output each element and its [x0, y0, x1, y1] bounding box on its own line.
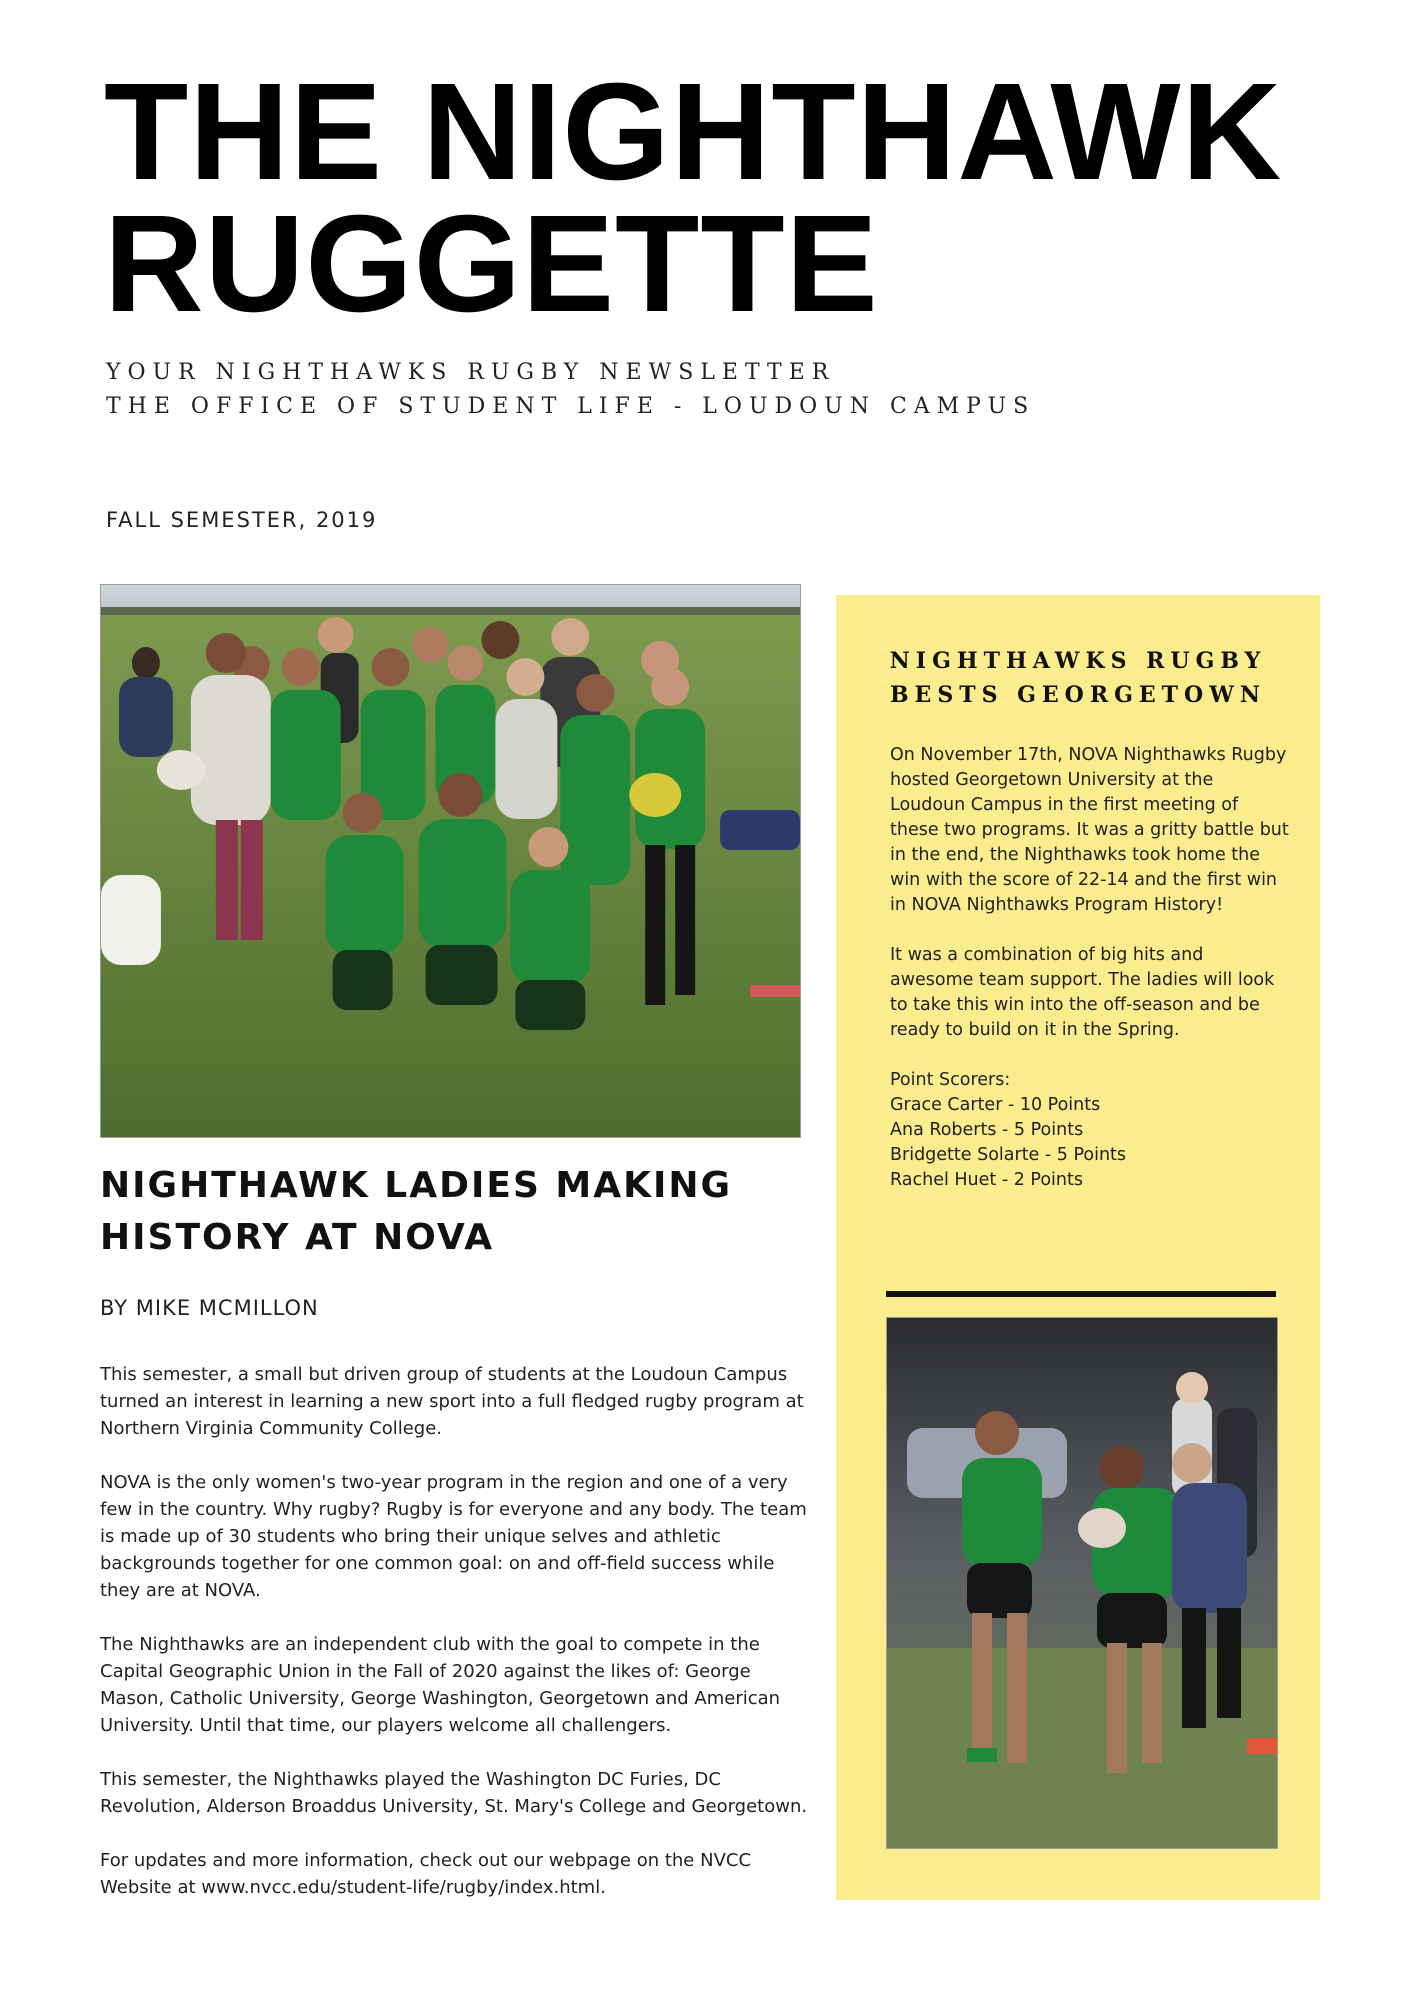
- title-line-2: RUGGETTE: [104, 187, 879, 341]
- scorer-item: Grace Carter - 10 Points: [890, 1095, 1101, 1115]
- sidebar-headline: [866, 644, 1290, 712]
- headline-line-2: HISTORY AT NOVA: [100, 1217, 495, 1258]
- article-paragraph: NOVA is the only women's two-year program in the region and one of a very few in the country. Why rugby? Rugby is for everyone and any body. The team is made up of 30 students who bring their unique selves and athletic backgrounds together for one common goal: on and off-field success while they are at NOVA.: [100, 1472, 807, 1601]
- title-line-1: THE NIGHTHAWK: [104, 55, 1283, 209]
- scorer-item: Bridgette Solarte - 5 Points: [890, 1145, 1127, 1165]
- headline-line-1: NIGHTHAWK LADIES MAKING: [100, 1165, 733, 1206]
- newsletter-subtitle: [106, 356, 1206, 424]
- sidebar-headline-line-1: NIGHTHAWKS RUGBY: [889, 648, 1267, 674]
- article-paragraph: This semester, the Nighthawks played the Washington DC Furies, DC Revolution, Alderson Broaddus University, St. Mary's College and Georgetown.: [100, 1769, 808, 1817]
- sidebar-divider: [886, 1291, 1276, 1297]
- subtitle-line-1: YOUR NIGHTHAWKS RUGBY NEWSLETTER: [106, 360, 836, 385]
- sidebar-body: [890, 743, 1290, 1193]
- issue-date: FALL SEMESTER, 2019: [106, 508, 378, 532]
- sidebar-paragraph: On November 17th, NOVA Nighthawks Rugby hosted Georgetown University at the Loudoun Campus in the first meeting of these two programs. It was a gritty battle but in the end, the Nighthawks took home the win with the score of 22-14 and the first win in NOVA Nighthawks Program History!: [890, 745, 1289, 915]
- main-article-body: [100, 1361, 810, 1928]
- article-paragraph: For updates and more information, check out our webpage on the NVCC Website at www.nvcc.edu/student-life/rugby/index.html.: [100, 1850, 752, 1898]
- game-action-photo: [886, 1317, 1278, 1849]
- point-scorers-list: [890, 1068, 1290, 1193]
- main-article-headline: [100, 1160, 800, 1264]
- sidebar-headline-line-2: BESTS GEORGETOWN: [889, 682, 1267, 708]
- subtitle-line-2: THE OFFICE OF STUDENT LIFE - LOUDOUN CAMPUS: [106, 394, 1036, 419]
- scorer-item: Rachel Huet - 2 Points: [890, 1170, 1083, 1190]
- team-photo: [100, 584, 801, 1138]
- article-paragraph: The Nighthawks are an independent club with the goal to compete in the Capital Geographic Union in the Fall of 2020 against the likes of: George Mason, Catholic University, George Washington, Georgetown and American University. Until that time, our players welcome all challengers.: [100, 1634, 781, 1736]
- article-paragraph: This semester, a small but driven group of students at the Loudoun Campus turned an interest in learning a new sport into a full fledged rugby program at Northern Virginia Community College.: [100, 1364, 804, 1439]
- point-scorers-heading: Point Scorers:: [890, 1070, 1011, 1090]
- article-byline: BY MIKE MCMILLON: [100, 1296, 319, 1320]
- newsletter-title: [104, 55, 1304, 341]
- scorer-item: Ana Roberts - 5 Points: [890, 1120, 1084, 1140]
- sidebar-paragraph: It was a combination of big hits and awesome team support. The ladies will look to take this win into the off-season and be ready to build on it in the Spring.: [890, 945, 1275, 1040]
